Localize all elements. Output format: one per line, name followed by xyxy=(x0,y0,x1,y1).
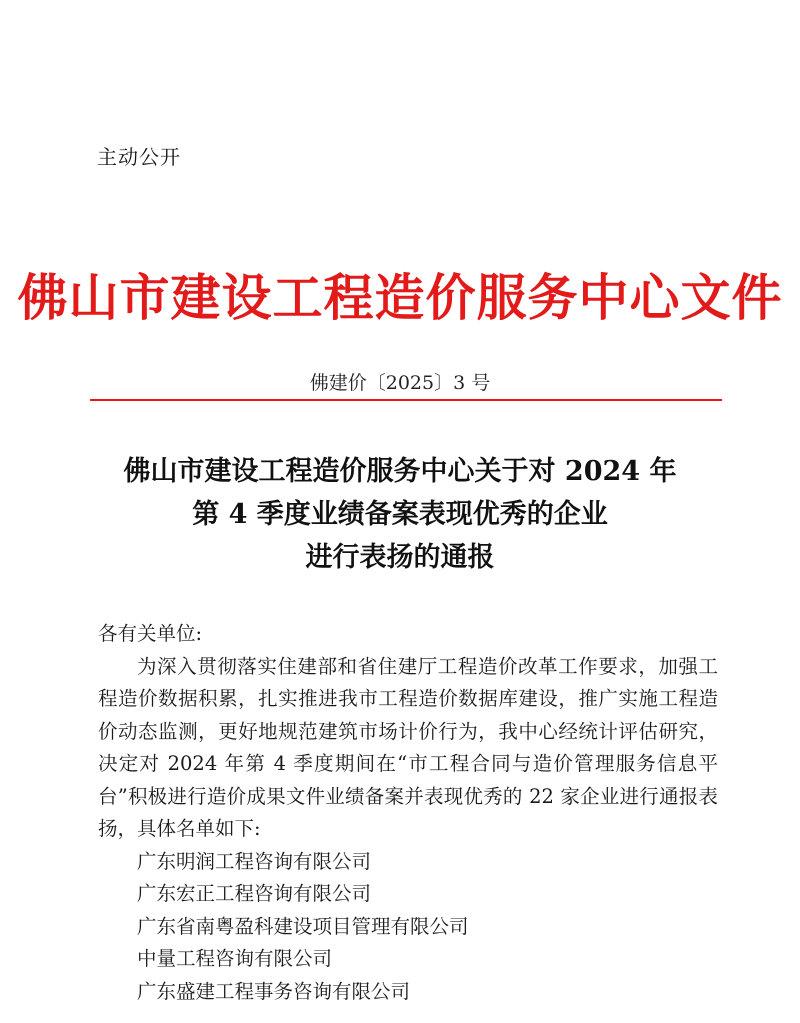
salutation: 各有关单位: xyxy=(98,622,203,645)
red-divider xyxy=(90,399,722,401)
notice-title-line: 第 4 季度业绩备案表现优秀的企业 xyxy=(192,499,608,530)
notice-body xyxy=(98,618,718,1008)
notice-title-line: 佛山市建设工程造价服务中心关于对 2024 年 xyxy=(123,456,677,487)
notice-title-line: 进行表扬的通报 xyxy=(305,542,495,573)
company-item: 广东宏正工程咨询有限公司 xyxy=(137,882,372,905)
masthead-title: 佛山市建设工程造价服务中心文件 xyxy=(17,268,783,327)
notice-title xyxy=(0,450,800,579)
company-item: 广东省南粤盈科建设项目管理有限公司 xyxy=(137,914,469,938)
disclosure-label: 主动公开 xyxy=(97,145,181,169)
company-item: 中量工程咨询有限公司 xyxy=(137,947,333,970)
body-paragraph: 为深入贯彻落实住建部和省住建厅工程造价改革工作要求，加强工程造价数据积累，扎实推进我市工程造价数据库建设，推广实施工程造价动态监测，更好地规范建筑市场计价行为，我中心经统计评估研究，决定对 2024 年第 4 季度期间在“市工程合同与造价管理服务信息平台”积极进行造价成果文件业绩备案并表现优秀的 22 家企业进行通报表扬，具体名单如下: xyxy=(98,654,718,840)
document-number: 佛建价〔2025〕3 号 xyxy=(309,372,491,394)
company-item: 广东盛建工程事务咨询有限公司 xyxy=(137,979,411,1003)
company-item: 广东明润工程咨询有限公司 xyxy=(137,849,372,873)
company-list xyxy=(98,846,718,1009)
